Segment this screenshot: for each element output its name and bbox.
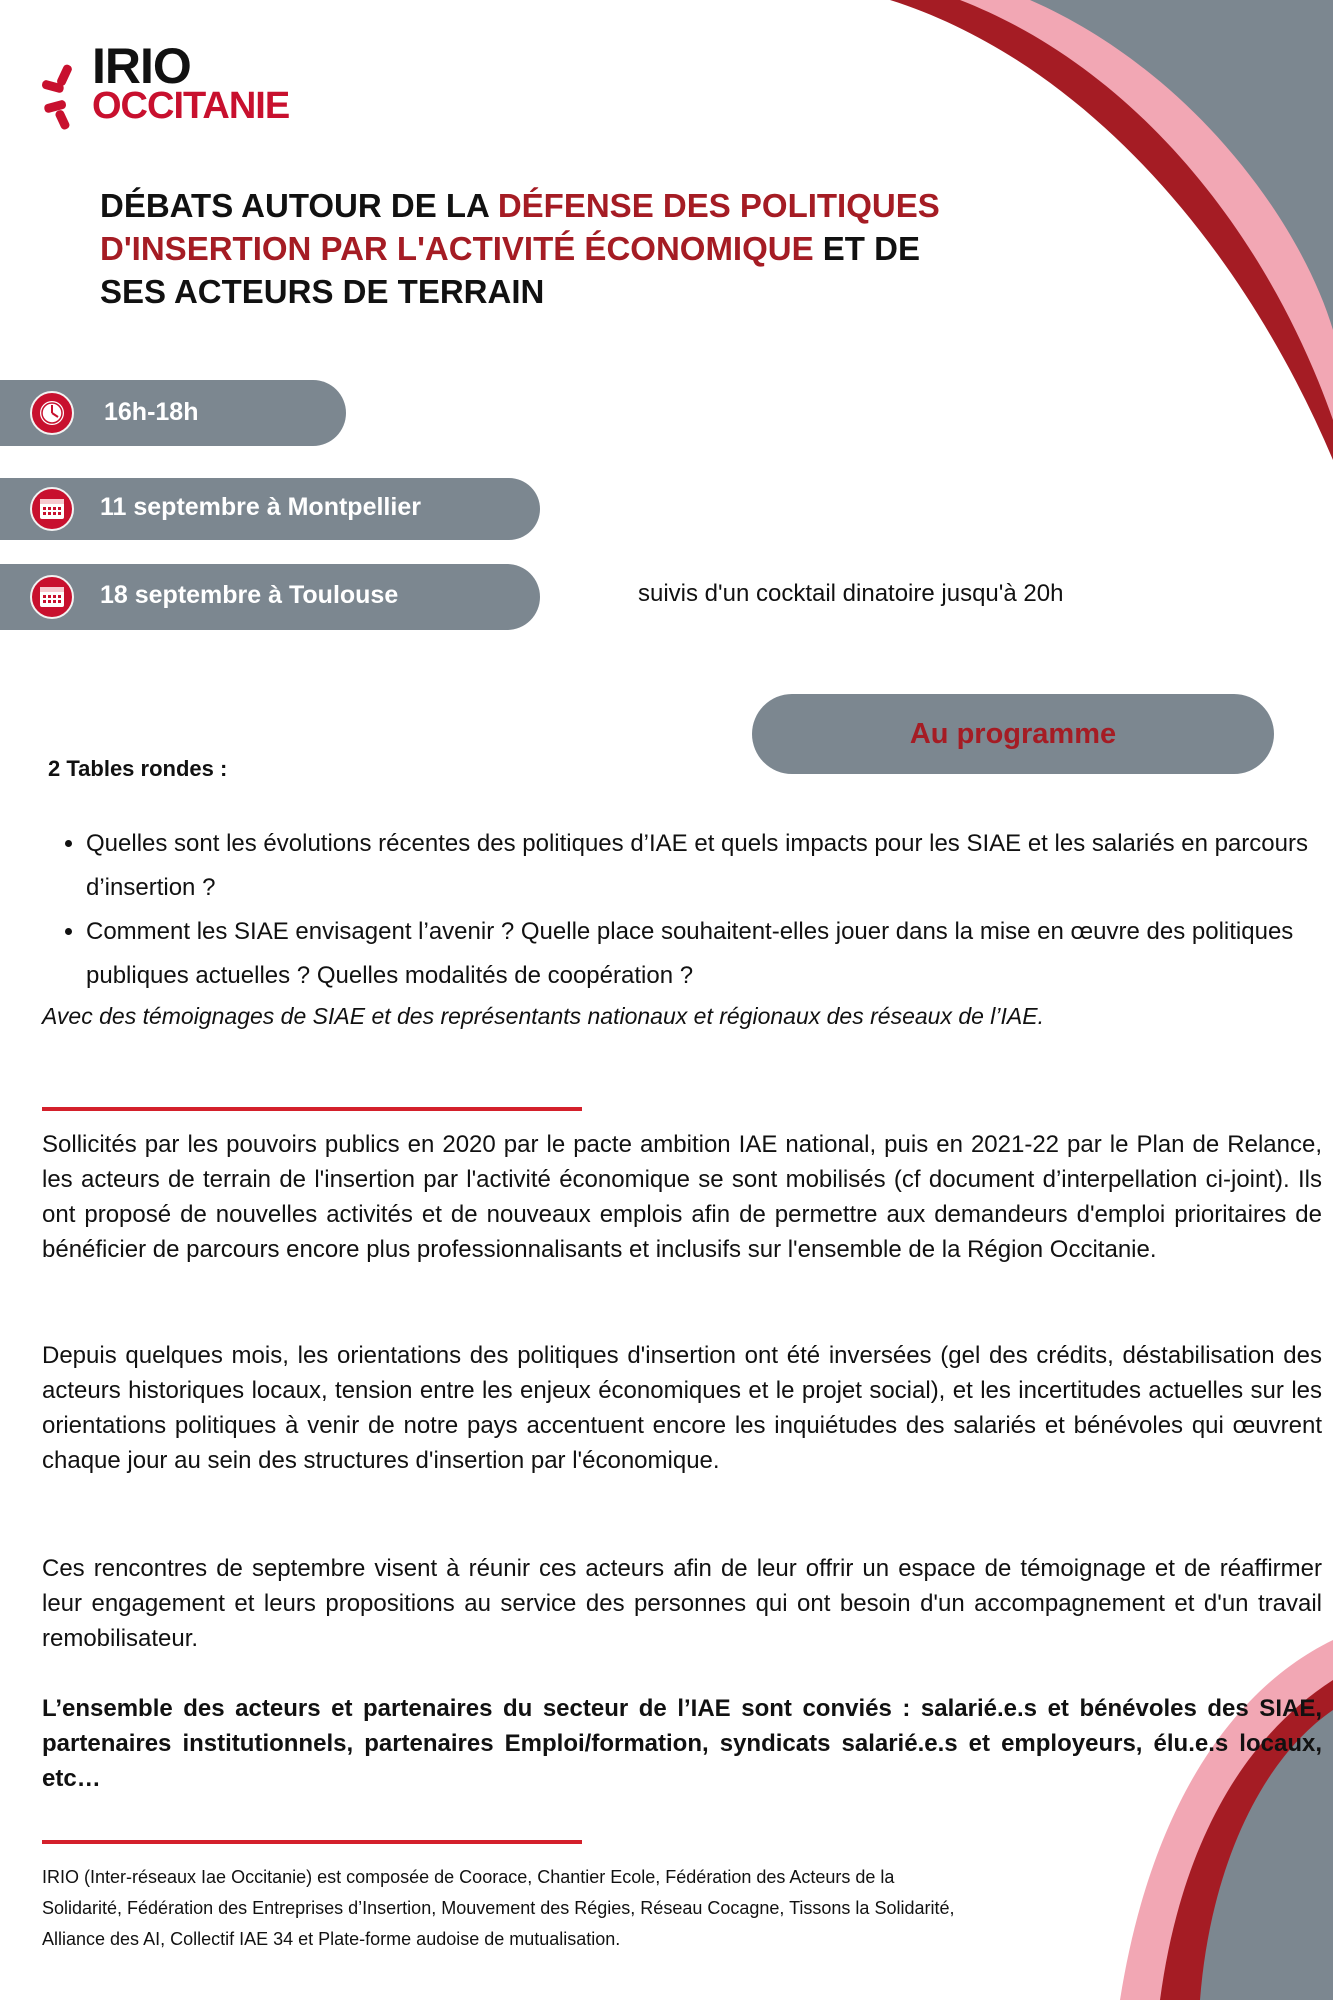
date-montpellier-pill xyxy=(0,478,540,540)
page-title xyxy=(100,184,960,313)
calendar-icon xyxy=(30,487,74,531)
title-part-2-highlight: DÉFENSE DES POLITIQUES D'INSERTION PAR L'ACTIVITÉ ÉCONOMIQUE xyxy=(100,187,940,267)
time-pill xyxy=(0,380,346,446)
date-toulouse-label: 18 septembre à Toulouse xyxy=(100,581,399,609)
paragraph-2: Depuis quelques mois, les orientations des politiques d'insertion ont été inversées (gel des crédits, déstabilisation des acteurs historiques locaux, tension entre les enjeux économiques et le projet social), et les incertitudes actuelles sur les orientations politiques à venir de notre pays accentuent encore les inquiétudes des salariés et bénévoles qui œuvrent chaque jour au sein des structures d'insertion par l'économique. xyxy=(42,1342,1322,1474)
paragraph-4-invitation: L’ensemble des acteurs et partenaires du secteur de l’IAE sont conviés : salarié.e.s et bénévoles des SIAE, partenaires institutionnels, partenaires Emploi/formation, syndicats salarié.e.s et employeurs, élu.e.s locaux, etc… xyxy=(42,1695,1322,1792)
logo-line-2: OCCITANIE xyxy=(92,85,290,127)
logo-burst-icon xyxy=(40,62,90,132)
date-montpellier-label: 11 septembre à Montpellier xyxy=(100,493,421,521)
time-label: 16h-18h xyxy=(104,398,199,426)
paragraph-1: Sollicités par les pouvoirs publics en 2020 par le pacte ambition IAE national, puis en 2021-22 par le Plan de Relance, les acteurs de terrain de l'insertion par l'activité économique se sont mobilisés (cf document d’interpellation ci-joint). Ils ont proposé de nouvelles activités et de nouveaux emplois afin de permettre aux demandeurs d'emploi prioritaires de bénéficier de parcours encore plus professionnalisants et inclusifs sur l'ensemble de la Région Occitanie. xyxy=(42,1131,1322,1263)
testimony-note: Avec des témoignages de SIAE et des représentants nationaux et régionaux des réseaux de l’IAE. xyxy=(42,1003,1044,1029)
list-item: • Quelles sont les évolutions récentes des politiques d’IAE et quels impacts pour les SIAE et les salariés en parcours d’insertion ? xyxy=(86,822,1316,910)
cocktail-note: suivis d'un cocktail dinatoire jusqu'à 20h xyxy=(638,580,1064,607)
divider xyxy=(42,1840,582,1844)
round-table-list xyxy=(60,822,1316,998)
title-part-1: DÉBATS AUTOUR DE LA xyxy=(100,187,498,224)
footer-members-text: IRIO (Inter-réseaux Iae Occitanie) est composée de Coorace, Chantier Ecole, Fédération des Acteurs de la Solidarité, Fédération des Entreprises d’Insertion, Mouvement des Régies, Réseau Cocagne, Tissons la Solidarité, Alliance des AI, Collectif IAE 34 et Plate-forme audoise de mutualisation. xyxy=(42,1867,955,1949)
calendar-icon xyxy=(30,575,74,619)
tables-rondes-heading: 2 Tables rondes : xyxy=(48,756,228,781)
paragraph-3: Ces rencontres de septembre visent à réunir ces acteurs afin de leur offrir un espace de témoignage et de réaffirmer leur engagement et leurs propositions au service des personnes qui ont besoin d'un accompagnement et d'un travail remobilisateur. xyxy=(42,1555,1322,1652)
clock-icon xyxy=(30,391,74,435)
date-toulouse-pill xyxy=(0,564,540,630)
au-programme-badge: Au programme xyxy=(752,694,1274,774)
divider xyxy=(42,1107,582,1111)
title-part-3: ET DE SES ACTEURS DE TERRAIN xyxy=(100,230,920,310)
list-item: • Comment les SIAE envisagent l’avenir ? Quelle place souhaitent-elles jouer dans la mise en œuvre des politiques publiques actuelles ? Quelles modalités de coopération ? xyxy=(86,910,1316,998)
logo-line-1: IRIO xyxy=(92,38,191,94)
irio-logo xyxy=(40,38,320,134)
